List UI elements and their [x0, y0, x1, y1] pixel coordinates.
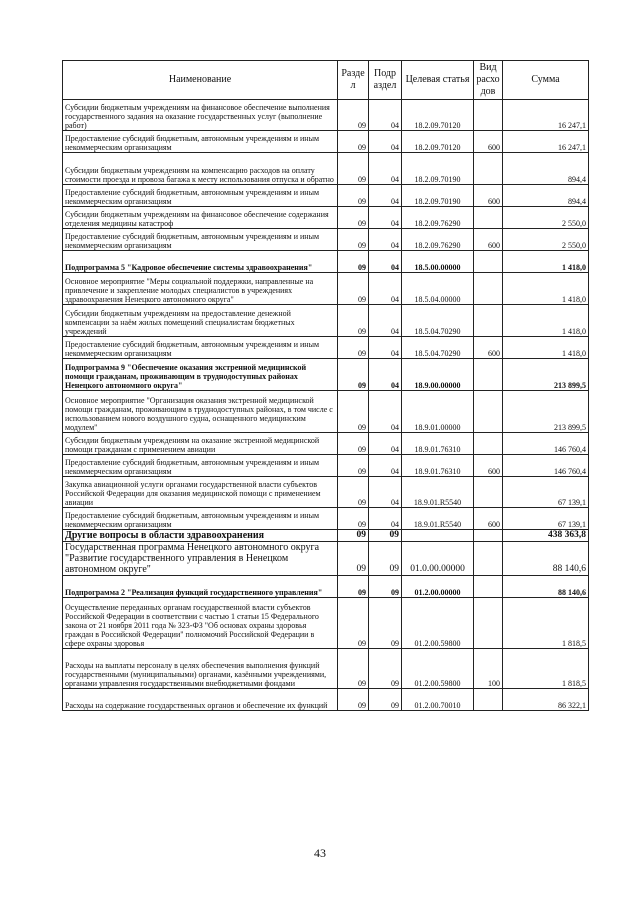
table-row: [63, 337, 589, 359]
row-sum-cell: 1 418,0: [503, 337, 589, 359]
table-row: [63, 100, 589, 131]
table-row: [63, 273, 589, 305]
row-sum-cell: 88 140,6: [503, 576, 589, 598]
row-razdel-cell: 09: [338, 598, 369, 649]
row-target-article-cell: 18.5.04.70290: [402, 305, 474, 337]
row-name-cell: Осуществление переданных органам государственной власти субъектов Российской Федерации в соответствии с частью 1 статьи 15 Федерального закона от 21 ноября 2011 года № 323-ФЗ "Об основах охраны здоровья граждан в Российской Федерации" полномочий Российской Федерации в сфере охраны здоровья: [63, 598, 338, 649]
table-row: [63, 455, 589, 477]
table-row: [63, 649, 589, 689]
row-expense-type-cell: 600: [474, 185, 503, 207]
row-sum-cell: 86 322,1: [503, 689, 589, 711]
row-name-cell: Подпрограмма 5 "Кадровое обеспечение системы здравоохранения": [63, 251, 338, 273]
row-expense-type-cell: [474, 207, 503, 229]
row-razdel-cell: 09: [338, 359, 369, 391]
table-row: [63, 530, 589, 542]
row-razdel-cell: 09: [338, 305, 369, 337]
table-row: [63, 305, 589, 337]
row-expense-type-cell: [474, 359, 503, 391]
row-razdel-cell: 09: [338, 337, 369, 359]
row-expense-type-cell: [474, 251, 503, 273]
row-expense-type-cell: [474, 100, 503, 131]
row-target-article-cell: 01.2.00.70010: [402, 689, 474, 711]
header-podrazdel: Подр аздел: [369, 61, 402, 100]
row-target-article-cell: 18.9.01.76310: [402, 433, 474, 455]
row-target-article-cell: 18.2.09.70190: [402, 153, 474, 185]
row-podrazdel-cell: 04: [369, 433, 402, 455]
row-expense-type-cell: [474, 598, 503, 649]
row-name-cell: Субсидии бюджетным учреждениям на финансовое обеспечение содержания отделения медицины катастроф: [63, 207, 338, 229]
row-sum-cell: 213 899,5: [503, 391, 589, 433]
row-expense-type-cell: 100: [474, 649, 503, 689]
row-razdel-cell: 09: [338, 273, 369, 305]
row-expense-type-cell: [474, 576, 503, 598]
row-sum-cell: 1 818,5: [503, 598, 589, 649]
table-row: [63, 433, 589, 455]
header-name: Наименование: [63, 61, 338, 100]
row-name-cell: Основное мероприятие "Организация оказания экстренной медицинской помощи гражданам, проживающим в труднодоступных районах, в том числе с использованием нового воздушного судна, оснащенного медицинским модулем": [63, 391, 338, 433]
row-target-article-cell: 18.2.09.76290: [402, 229, 474, 251]
row-expense-type-cell: [474, 542, 503, 576]
row-razdel-cell: 09: [338, 153, 369, 185]
row-podrazdel-cell: 04: [369, 359, 402, 391]
row-razdel-cell: 09: [338, 185, 369, 207]
row-expense-type-cell: 600: [474, 455, 503, 477]
row-target-article-cell: 01.2.00.59800: [402, 649, 474, 689]
row-sum-cell: 1 818,5: [503, 649, 589, 689]
row-target-article-cell: 18.5.04.70290: [402, 337, 474, 359]
row-target-article-cell: 18.9.01.R5540: [402, 508, 474, 530]
row-expense-type-cell: 600: [474, 229, 503, 251]
row-podrazdel-cell: 04: [369, 229, 402, 251]
row-razdel-cell: 09: [338, 477, 369, 508]
row-target-article-cell: 18.9.01.76310: [402, 455, 474, 477]
row-target-article-cell: 18.5.04.00000: [402, 273, 474, 305]
row-razdel-cell: 09: [338, 649, 369, 689]
row-expense-type-cell: 600: [474, 337, 503, 359]
table-row: [63, 508, 589, 530]
row-razdel-cell: 09: [338, 689, 369, 711]
row-name-cell: Субсидии бюджетным учреждениям на предоставление денежной компенсации за наём жилых помещений специалистам бюджетных учреждений: [63, 305, 338, 337]
row-expense-type-cell: [474, 530, 503, 542]
table-row: [63, 542, 589, 576]
row-name-cell: Закупка авиационной услуги органами государственной власти субъектов Российской Федерации для оказания медицинской помощи с применением авиации: [63, 477, 338, 508]
row-name-cell: Субсидии бюджетным учреждениям на оказание экстренной медицинской помощи гражданам с применением авиации: [63, 433, 338, 455]
table-row: [63, 229, 589, 251]
row-razdel-cell: 09: [338, 391, 369, 433]
row-sum-cell: 67 139,1: [503, 508, 589, 530]
table-row: [63, 576, 589, 598]
row-target-article-cell: 18.9.00.00000: [402, 359, 474, 391]
row-podrazdel-cell: 04: [369, 251, 402, 273]
row-podrazdel-cell: 04: [369, 337, 402, 359]
row-podrazdel-cell: 09: [369, 542, 402, 576]
table-row: [63, 153, 589, 185]
row-podrazdel-cell: 09: [369, 689, 402, 711]
row-sum-cell: 213 899,5: [503, 359, 589, 391]
row-target-article-cell: 01.0.00.00000: [402, 542, 474, 576]
budget-table-sheet: [62, 60, 588, 711]
row-sum-cell: 894,4: [503, 185, 589, 207]
table-header-row: [63, 61, 589, 100]
row-expense-type-cell: [474, 305, 503, 337]
row-name-cell: Подпрограмма 2 "Реализация функций государственного управления": [63, 576, 338, 598]
row-razdel-cell: 09: [338, 576, 369, 598]
row-podrazdel-cell: 04: [369, 305, 402, 337]
table-row: [63, 207, 589, 229]
header-sum: Сумма: [503, 61, 589, 100]
row-name-cell: Предоставление субсидий бюджетным, автономным учреждениям и иным некоммерческим организациям: [63, 229, 338, 251]
table-row: [63, 131, 589, 153]
row-name-cell: Расходы на содержание государственных органов и обеспечение их функций: [63, 689, 338, 711]
row-name-cell: Основное мероприятие "Меры социальной поддержки, направленные на привлечение и закрепление молодых специалистов в учреждениях здравоохранения Ненецкого автономного округа": [63, 273, 338, 305]
row-podrazdel-cell: 09: [369, 530, 402, 542]
row-razdel-cell: 09: [338, 229, 369, 251]
row-podrazdel-cell: 04: [369, 391, 402, 433]
row-razdel-cell: 09: [338, 433, 369, 455]
row-name-cell: Предоставление субсидий бюджетным, автономным учреждениям и иным некоммерческим организациям: [63, 508, 338, 530]
row-podrazdel-cell: 04: [369, 185, 402, 207]
row-sum-cell: 438 363,8: [503, 530, 589, 542]
row-name-cell: Субсидии бюджетным учреждениям на компенсацию расходов на оплату стоимости проезда и провоза багажа к месту использования отпуска и обратно: [63, 153, 338, 185]
row-target-article-cell: 18.5.00.00000: [402, 251, 474, 273]
table-row: [63, 391, 589, 433]
row-name-cell: Подпрограмма 9 "Обеспечение оказания экстренной медицинской помощи гражданам, проживающим в труднодоступных районах Ненецкого автономного округа": [63, 359, 338, 391]
row-target-article-cell: 18.2.09.70190: [402, 185, 474, 207]
row-sum-cell: 16 247,1: [503, 100, 589, 131]
row-expense-type-cell: [474, 689, 503, 711]
row-podrazdel-cell: 09: [369, 649, 402, 689]
table-row: [63, 185, 589, 207]
header-target-article: Целевая статья: [402, 61, 474, 100]
row-razdel-cell: 09: [338, 542, 369, 576]
row-expense-type-cell: [474, 477, 503, 508]
table-row: [63, 359, 589, 391]
row-name-cell: Предоставление субсидий бюджетным, автономным учреждениям и иным некоммерческим организациям: [63, 455, 338, 477]
row-sum-cell: 146 760,4: [503, 455, 589, 477]
row-name-cell: Расходы на выплаты персоналу в целях обеспечения выполнения функций государственными (муниципальными) органами, казёнными учреждениями, органами управления государственными внебюджетными фондами: [63, 649, 338, 689]
row-sum-cell: 2 550,0: [503, 229, 589, 251]
row-target-article-cell: 18.9.01.R5540: [402, 477, 474, 508]
row-podrazdel-cell: 04: [369, 100, 402, 131]
row-name-cell: Предоставление субсидий бюджетным, автономным учреждениям и иным некоммерческим организациям: [63, 337, 338, 359]
row-sum-cell: 67 139,1: [503, 477, 589, 508]
row-podrazdel-cell: 09: [369, 576, 402, 598]
table-row: [63, 477, 589, 508]
row-target-article-cell: 01.2.00.00000: [402, 576, 474, 598]
row-razdel-cell: 09: [338, 455, 369, 477]
row-expense-type-cell: [474, 433, 503, 455]
row-expense-type-cell: 600: [474, 508, 503, 530]
header-razdel: Разде л: [338, 61, 369, 100]
row-razdel-cell: 09: [338, 207, 369, 229]
table-row: [63, 251, 589, 273]
row-name-cell: Предоставление субсидий бюджетным, автономным учреждениям и иным некоммерческим организациям: [63, 131, 338, 153]
row-name-cell: Другие вопросы в области здравоохранения: [63, 530, 338, 542]
row-expense-type-cell: [474, 153, 503, 185]
row-expense-type-cell: 600: [474, 131, 503, 153]
row-podrazdel-cell: 09: [369, 598, 402, 649]
table-body: [63, 100, 589, 711]
header-expense-type: Вид расхо дов: [474, 61, 503, 100]
row-target-article-cell: 18.9.01.00000: [402, 391, 474, 433]
row-sum-cell: 16 247,1: [503, 131, 589, 153]
row-razdel-cell: 09: [338, 131, 369, 153]
row-podrazdel-cell: 04: [369, 273, 402, 305]
row-razdel-cell: 09: [338, 508, 369, 530]
page-number: 43: [314, 846, 326, 860]
row-sum-cell: 1 418,0: [503, 273, 589, 305]
row-target-article-cell: [402, 530, 474, 542]
row-sum-cell: 1 418,0: [503, 305, 589, 337]
row-target-article-cell: 18.2.09.70120: [402, 131, 474, 153]
row-target-article-cell: 18.2.09.70120: [402, 100, 474, 131]
row-razdel-cell: 09: [338, 100, 369, 131]
row-name-cell: Субсидии бюджетным учреждениям на финансовое обеспечение выполнения государственного задания на оказание государственных услуг (выполнение работ): [63, 100, 338, 131]
row-sum-cell: 1 418,0: [503, 251, 589, 273]
row-podrazdel-cell: 04: [369, 131, 402, 153]
table-row: [63, 598, 589, 649]
row-podrazdel-cell: 04: [369, 455, 402, 477]
row-expense-type-cell: [474, 273, 503, 305]
row-sum-cell: 2 550,0: [503, 207, 589, 229]
row-sum-cell: 894,4: [503, 153, 589, 185]
row-podrazdel-cell: 04: [369, 508, 402, 530]
row-razdel-cell: 09: [338, 530, 369, 542]
row-razdel-cell: 09: [338, 251, 369, 273]
row-expense-type-cell: [474, 391, 503, 433]
row-target-article-cell: 01.2.00.59800: [402, 598, 474, 649]
budget-table: [62, 60, 589, 711]
table-row: [63, 689, 589, 711]
row-podrazdel-cell: 04: [369, 207, 402, 229]
row-target-article-cell: 18.2.09.76290: [402, 207, 474, 229]
row-sum-cell: 88 140,6: [503, 542, 589, 576]
row-podrazdel-cell: 04: [369, 153, 402, 185]
row-name-cell: Предоставление субсидий бюджетным, автономным учреждениям и иным некоммерческим организациям: [63, 185, 338, 207]
row-name-cell: Государственная программа Ненецкого автономного округа "Развитие государственного управления в Ненецком автономном округе": [63, 542, 338, 576]
row-sum-cell: 146 760,4: [503, 433, 589, 455]
row-podrazdel-cell: 04: [369, 477, 402, 508]
